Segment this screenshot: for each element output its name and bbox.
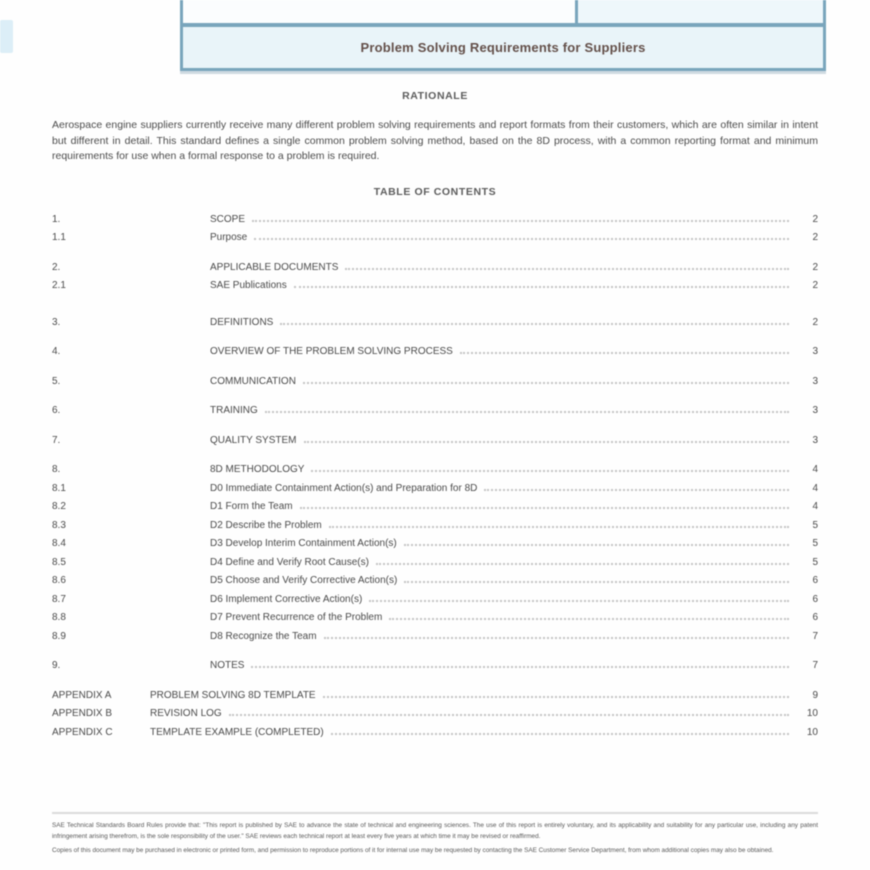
toc-entry-title: COMMUNICATION (210, 375, 296, 387)
toc-entry (52, 705, 818, 724)
toc-entry-number: APPENDIX C (52, 726, 113, 738)
toc-leader-dots (376, 563, 789, 565)
toc-entry (52, 591, 818, 610)
toc-entry-title: REVISION LOG (150, 708, 222, 719)
toc-leader-dots (404, 581, 789, 583)
toc-entry-title: D4 Define and Verify Root Cause(s) (210, 556, 369, 568)
toc-entry (52, 211, 818, 230)
toc-entry-number: 5. (52, 375, 61, 387)
toc-entry-title: 8D METHODOLOGY (210, 464, 305, 475)
toc-entry (52, 657, 818, 676)
toc-entry (52, 343, 818, 362)
toc-entry-page: 6 (812, 612, 818, 623)
toc-entry-page: 3 (812, 375, 818, 387)
toc-list (52, 211, 818, 743)
toc-entry (52, 687, 818, 706)
toc-entry-page: 2 (812, 261, 818, 273)
toc-leader-dots (345, 268, 789, 270)
toc-entry-title: D2 Describe the Problem (210, 519, 322, 531)
toc-entry-title: D8 Recognize the Team (210, 630, 317, 642)
toc-entry (52, 432, 818, 451)
toc-leader-dots (329, 526, 789, 528)
toc-entry-title: QUALITY SYSTEM (210, 434, 297, 446)
toc-entry (52, 314, 818, 333)
toc-entry (52, 498, 818, 517)
toc-entry-number: 4. (52, 346, 61, 357)
toc-entry-number: 1. (52, 213, 61, 225)
toc-entry-number: 2.1 (52, 280, 66, 291)
toc-leader-dots (484, 489, 789, 491)
toc-leader-dots (254, 238, 789, 240)
toc-entry-number: 8.9 (52, 630, 66, 642)
toc-entry-title: OVERVIEW OF THE PROBLEM SOLVING PROCESS (210, 346, 453, 357)
toc-leader-dots (389, 618, 789, 620)
toc-leader-dots (294, 286, 789, 288)
toc-entry-title: D6 Implement Corrective Action(s) (210, 593, 363, 605)
toc-leader-dots (331, 733, 789, 735)
toc-leader-dots (300, 507, 789, 509)
toc-entry-number: 9. (52, 660, 61, 671)
toc-leader-dots (369, 600, 789, 602)
toc-entry-number: 3. (52, 316, 61, 328)
toc-entry-number: APPENDIX B (52, 708, 113, 719)
toc-entry-page: 2 (812, 280, 818, 291)
page-content (52, 0, 818, 742)
toc-leader-dots (265, 411, 789, 413)
rationale-paragraph: Aerospace engine suppliers currently receive many different problem solving requirements and report formats from their customers, which are often similar in intent but different in detail. This standard defines a single common problem solving method, based on the 8D process, with a common reporting format and minimum requirements for use when a formal response to a problem is required. (52, 119, 818, 162)
toc-entry (52, 572, 818, 591)
page-edge-mark (0, 20, 13, 53)
toc-entry-page: 4 (812, 482, 818, 494)
toc-entry-page: 4 (812, 501, 818, 512)
toc-entry-number: 7. (52, 434, 61, 446)
toc-entry-title: DEFINITIONS (210, 316, 274, 328)
toc-entry-number: 8.6 (52, 575, 66, 586)
toc-entry-page: 10 (806, 708, 818, 719)
toc-entry-page: 5 (812, 519, 818, 531)
toc-entry-title: TRAINING (210, 405, 258, 416)
toc-entry-page: 7 (812, 660, 818, 671)
toc-leader-dots (304, 441, 789, 443)
toc-entry-title: D3 Develop Interim Containment Action(s) (210, 538, 397, 549)
rationale-heading: RATIONALE (402, 90, 468, 102)
toc-entry-title: SCOPE (210, 213, 246, 225)
toc-entry (52, 480, 818, 499)
toc-entry (52, 229, 818, 248)
toc-leader-dots (323, 696, 789, 698)
toc-entry-page: 2 (812, 213, 818, 225)
toc-entry-number: 8.5 (52, 556, 66, 568)
toc-entry (52, 461, 818, 480)
toc-leader-dots (460, 352, 789, 354)
toc-entry-number: 8.8 (52, 612, 66, 623)
toc-entry-number: 8.2 (52, 501, 66, 512)
toc-entry-page: 4 (812, 464, 818, 475)
toc-leader-dots (404, 544, 789, 546)
toc-entry-page: 5 (812, 538, 818, 549)
toc-entry-page: 3 (812, 405, 818, 416)
toc-leader-dots (311, 470, 789, 472)
toc-heading: TABLE OF CONTENTS (373, 185, 497, 198)
toc-entry (52, 554, 818, 573)
toc-entry-title: NOTES (210, 660, 245, 671)
footer-disclaimer: SAE Technical Standards Board Rules provide that: "This report is published by SAE to advance the state of technical and engineering sciences. The use of this report is entirely voluntary, and its applicability and suitability for any particular use, including any patent infringement arising therefrom, is the sole responsibility of the user." SAE reviews each technical report at least every five years at which time it may be revised or reaffirmed. (52, 822, 818, 841)
toc-entry-title: Purpose (210, 232, 248, 243)
toc-entry-title: D7 Prevent Recurrence of the Problem (210, 612, 383, 623)
page-footer (52, 812, 818, 860)
toc-entry-title: APPLICABLE DOCUMENTS (210, 261, 339, 273)
toc-entry-number: 8.4 (52, 538, 66, 549)
toc-entry-title: D0 Immediate Containment Action(s) and Preparation for 8D (210, 482, 478, 494)
toc-entry (52, 402, 818, 421)
toc-entry (52, 609, 818, 628)
toc-entry-title: SAE Publications (210, 280, 287, 291)
toc-entry-number: 6. (52, 405, 61, 416)
toc-entry-page: 2 (812, 232, 818, 243)
toc-entry-page: 2 (812, 316, 818, 328)
footer-copies-note: Copies of this document may be purchased in electronic or printed form, and permission to reproduce portions of it for internal use may be requested by contacting the SAE Customer Service Department, from whom additional copies may also be obtained. (52, 847, 774, 855)
toc-entry-page: 9 (812, 689, 818, 701)
toc-entry-page: 7 (812, 630, 818, 642)
toc-entry (52, 517, 818, 536)
toc-entry (52, 628, 818, 647)
toc-leader-dots (251, 666, 789, 668)
toc-entry (52, 724, 818, 743)
toc-entry-title: D5 Choose and Verify Corrective Action(s) (210, 575, 398, 586)
toc-leader-dots (280, 323, 789, 325)
toc-leader-dots (303, 382, 789, 384)
toc-entry-page: 6 (812, 575, 818, 586)
document-title: Problem Solving Requirements for Suppliers (360, 40, 646, 55)
toc-entry (52, 373, 818, 392)
toc-entry (52, 259, 818, 278)
toc-entry-number: 1.1 (52, 232, 66, 243)
toc-entry-number: 8.7 (52, 593, 66, 605)
toc-entry-number: 8.3 (52, 519, 66, 531)
toc-entry-page: 5 (812, 556, 818, 568)
toc-entry-title: PROBLEM SOLVING 8D TEMPLATE (150, 689, 316, 701)
toc-entry-title: TEMPLATE EXAMPLE (COMPLETED) (150, 726, 324, 738)
toc-leader-dots (252, 220, 789, 222)
toc-entry-title: D1 Form the Team (210, 501, 293, 512)
toc-leader-dots (229, 714, 789, 716)
toc-entry (52, 277, 818, 296)
toc-entry-number: APPENDIX A (52, 689, 112, 701)
toc-entry-number: 8. (52, 464, 61, 475)
toc-entry-page: 3 (812, 434, 818, 446)
toc-entry-number: 2. (52, 261, 61, 273)
toc-entry-page: 6 (812, 593, 818, 605)
toc-entry-number: 8.1 (52, 482, 66, 494)
toc-leader-dots (324, 637, 789, 639)
toc-entry (52, 535, 818, 554)
toc-entry-page: 10 (806, 726, 818, 738)
toc-entry-page: 3 (812, 346, 818, 357)
